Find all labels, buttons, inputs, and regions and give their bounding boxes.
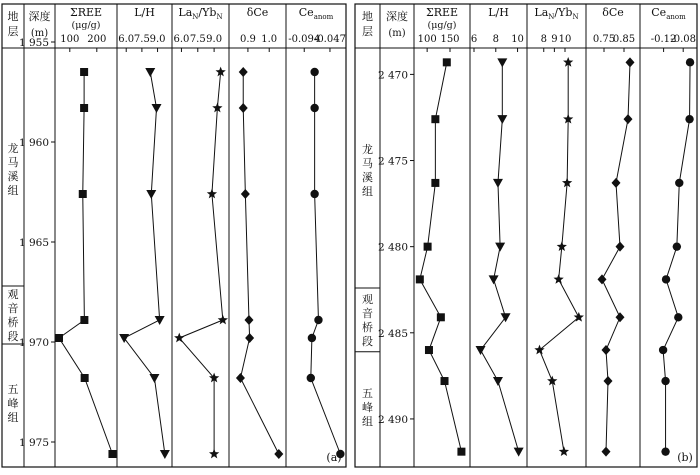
column-tick-label: -0.08	[670, 34, 697, 45]
column-4	[651, 6, 696, 456]
star-marker-point	[553, 274, 563, 284]
series-line	[240, 72, 278, 454]
formation-name-char: 溪	[362, 171, 373, 185]
column-title	[299, 6, 334, 21]
depth-tick-label: 2 475	[377, 155, 408, 168]
diamond-marker-point	[616, 312, 625, 322]
square-marker-point	[80, 104, 88, 112]
column-tick-label: -0.12	[650, 34, 677, 45]
column-tick-label: 8	[492, 34, 499, 45]
triangle-marker-point	[119, 334, 129, 343]
triangle-marker-point	[149, 374, 159, 383]
circle-marker-point	[659, 346, 667, 354]
series-line	[124, 72, 165, 454]
circle-marker-point	[673, 242, 681, 250]
diamond-marker-point	[598, 274, 607, 284]
column-4	[288, 6, 346, 458]
square-marker-point	[431, 115, 439, 123]
column-3	[236, 6, 283, 459]
column-3	[593, 6, 635, 457]
diamond-marker-point	[241, 189, 250, 199]
triangle-marker-point	[160, 450, 170, 459]
triangle-marker-point	[489, 275, 499, 284]
triangle-marker-point	[146, 190, 156, 199]
column-title	[651, 6, 686, 21]
column-tick-label: 1.0	[261, 34, 278, 45]
series-line	[420, 62, 462, 451]
series-line	[481, 62, 519, 451]
square-marker-point	[437, 313, 445, 321]
diamond-marker-point	[612, 178, 621, 188]
column-tick-label: 8	[540, 34, 547, 45]
panel-a	[2, 4, 346, 467]
triangle-marker-point	[501, 313, 511, 322]
depth-tick-label: 1 975	[18, 437, 49, 449]
depth-tick-label: 2 480	[377, 241, 408, 254]
triangle-marker-point	[514, 448, 524, 457]
depth-header: 深度	[386, 10, 408, 23]
depth-tick-label: 1 965	[18, 237, 49, 249]
triangle-marker-point	[145, 68, 155, 77]
diamond-marker-point	[624, 114, 633, 124]
column-title: δCe	[246, 6, 269, 19]
square-marker-point	[81, 374, 89, 382]
square-marker-point	[441, 377, 449, 385]
formation-name-char: 段	[362, 334, 373, 348]
column-tick-label: 6	[470, 34, 478, 45]
column-tick-label: 9.0	[149, 34, 166, 45]
triangle-marker-point	[476, 346, 486, 355]
formation-name-char: 五	[7, 383, 19, 396]
column-tick-label: 9	[551, 34, 558, 45]
column-title: L/H	[134, 6, 155, 19]
column-1	[471, 6, 524, 457]
formation-name-char: 桥	[7, 316, 19, 329]
panel-b	[355, 4, 697, 467]
circle-marker-point	[685, 115, 693, 123]
column-units: (μg/g)	[427, 20, 457, 31]
column-2	[173, 6, 227, 458]
circle-marker-point	[675, 179, 683, 187]
triangle-marker-point	[493, 179, 503, 188]
star-marker-point	[534, 345, 544, 355]
circle-marker-point	[661, 377, 669, 385]
column-tick-label: 7.5	[133, 34, 150, 45]
title-subscript: N	[572, 13, 579, 21]
title-part: /Yb	[198, 6, 217, 19]
square-marker-point	[79, 190, 87, 198]
star-marker-point	[174, 333, 184, 343]
series-line	[179, 72, 223, 454]
formation-name-char: 五	[362, 386, 373, 400]
circle-marker-point	[674, 313, 682, 321]
circle-marker-point	[314, 316, 322, 324]
column-tick-label: 100	[417, 34, 437, 45]
star-marker-point	[209, 449, 219, 459]
series-line	[540, 62, 579, 451]
formation-header-char: 地	[362, 10, 373, 23]
formation-name-char: 组	[362, 414, 373, 428]
column-units: (μg/g)	[71, 20, 101, 31]
diamond-marker-point	[239, 103, 248, 113]
depth-tick-label: 2 490	[377, 413, 408, 426]
panel-label: (a)	[326, 451, 342, 464]
formation-name-char: 观	[7, 288, 19, 301]
depth-tick-label: 2 470	[377, 69, 408, 82]
title-subscript: anom	[313, 13, 334, 21]
formation-0	[355, 142, 380, 288]
circle-marker-point	[307, 374, 315, 382]
title-subscript: N	[548, 13, 555, 21]
title-part: /Yb	[554, 6, 573, 19]
square-marker-point	[425, 346, 433, 354]
square-marker-point	[457, 448, 465, 456]
depth-tick-label: 2 485	[377, 327, 408, 340]
column-tick-label: 0.85	[612, 34, 636, 45]
star-marker-point	[218, 315, 228, 325]
series-line	[311, 72, 341, 454]
column-tick-label: 6.0	[118, 34, 135, 45]
title-subscript: anom	[666, 13, 686, 21]
triangle-marker-point	[152, 104, 162, 113]
diamond-marker-point	[602, 345, 611, 355]
formation-0	[2, 141, 24, 286]
formation-2	[362, 387, 373, 428]
diamond-marker-point	[604, 376, 613, 386]
formation-name-char: 峰	[362, 400, 373, 414]
column-1	[118, 6, 170, 459]
formation-name-char: 桥	[362, 320, 373, 334]
column-tick-label: -0.094	[288, 34, 321, 45]
circle-marker-point	[686, 58, 694, 66]
column-tick-label: 9.0	[206, 34, 223, 45]
triangle-marker-point	[493, 377, 503, 386]
formation-1	[355, 293, 380, 352]
depth-unit: (m)	[30, 28, 49, 39]
circle-marker-point	[310, 104, 318, 112]
circle-marker-point	[310, 190, 318, 198]
column-title: L/H	[488, 6, 509, 19]
star-marker-point	[559, 446, 569, 456]
triangle-marker-point	[495, 243, 505, 252]
formation-2	[8, 383, 19, 424]
column-tick-label: 200	[87, 34, 107, 45]
depth-header: 深度	[28, 10, 51, 23]
formation-name-char: 马	[7, 156, 19, 169]
panel-frame	[2, 4, 346, 467]
formation-name-char: 音	[7, 302, 19, 315]
triangle-marker-point	[497, 58, 507, 67]
column-2	[534, 6, 584, 456]
formation-1	[2, 288, 24, 344]
circle-marker-point	[662, 275, 670, 283]
title-part: Ce	[651, 6, 667, 19]
column-title	[178, 6, 222, 21]
triangle-marker-point	[497, 115, 507, 124]
diamond-marker-point	[244, 315, 253, 325]
formation-name-char: 段	[7, 330, 19, 343]
column-title: δCe	[602, 6, 624, 19]
title-part: La	[178, 6, 193, 19]
formation-header	[362, 9, 373, 38]
formation-name-char: 峰	[7, 397, 19, 410]
circle-marker-point	[308, 334, 316, 342]
square-marker-point	[108, 450, 116, 458]
column-tick-label: 10	[558, 34, 572, 45]
title-subscript: N	[192, 13, 199, 21]
depth-tick-label: 1 955	[18, 37, 49, 49]
square-marker-point	[80, 316, 88, 324]
diamond-marker-point	[616, 242, 625, 252]
column-tick-label: 100	[60, 34, 80, 45]
square-marker-point	[424, 243, 432, 251]
diamond-marker-point	[236, 373, 245, 383]
formation-name-char: 溪	[7, 170, 19, 183]
diamond-marker-point	[602, 447, 611, 457]
formation-header-char: 地	[7, 10, 19, 23]
column-tick-label: 0.75	[592, 34, 616, 45]
formation-name-char: 音	[362, 306, 373, 320]
formation-name-char: 龙	[362, 143, 373, 157]
triangle-marker-point	[155, 316, 165, 325]
square-marker-point	[431, 179, 439, 187]
formation-header-char: 层	[7, 25, 19, 38]
formation-name-char: 组	[7, 411, 19, 424]
depth-unit: (m)	[388, 28, 406, 39]
column-title: ΣREE	[425, 6, 459, 19]
depth-tick-label: 1 970	[18, 337, 49, 349]
column-tick-label: 7.5	[189, 34, 206, 45]
diamond-marker-point	[626, 57, 635, 67]
formation-name-char: 组	[362, 185, 373, 199]
diamond-marker-point	[239, 67, 248, 77]
column-title: ΣREE	[69, 6, 103, 19]
square-marker-point	[443, 58, 451, 66]
panel-label: (b)	[677, 451, 693, 464]
title-subscript: N	[216, 13, 223, 21]
column-0	[416, 6, 466, 456]
square-marker-point	[416, 275, 424, 283]
formation-name-char: 观	[362, 292, 373, 306]
diamond-marker-point	[245, 333, 254, 343]
title-part: La	[534, 6, 549, 19]
series-line	[59, 72, 112, 454]
column-tick-label: 150	[440, 34, 460, 45]
title-part: Ce	[298, 6, 314, 19]
square-marker-point	[80, 68, 88, 76]
circle-marker-point	[310, 68, 318, 76]
formation-header-char: 层	[362, 25, 373, 38]
circle-marker-point	[661, 447, 669, 455]
formation-header	[8, 9, 19, 38]
column-title	[534, 6, 578, 21]
depth-tick-label: 1 960	[18, 137, 49, 149]
column-tick-label: 6.0	[173, 34, 190, 45]
diamond-marker-point	[274, 449, 283, 459]
column-tick-label: 0.9	[239, 34, 256, 45]
formation-name-char: 龙	[7, 142, 19, 155]
formation-name-char: 组	[7, 184, 19, 197]
square-marker-point	[55, 334, 63, 342]
column-tick-label: 10	[511, 34, 524, 45]
column-tick-label: -0.047	[313, 34, 346, 45]
column-0	[55, 6, 116, 458]
formation-name-char: 马	[362, 157, 373, 171]
